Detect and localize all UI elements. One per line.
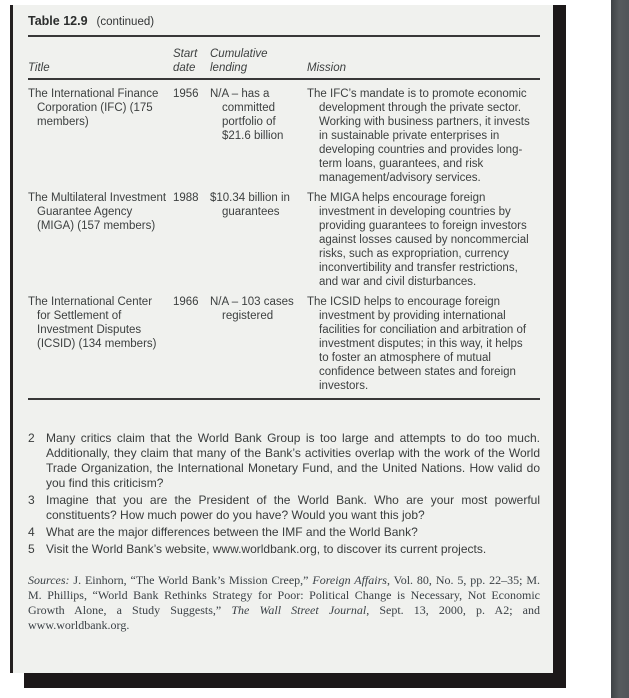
table-caption-note: (continued) xyxy=(96,16,155,28)
question-item xyxy=(28,542,540,557)
table-caption-label: Table 12.9 xyxy=(28,14,88,28)
cell-start-date: 1956 xyxy=(173,88,199,100)
question-text: What are the major differences between the IMF and the World Bank? xyxy=(46,525,418,539)
question-text: Imagine that you are the President of the World Bank. Who are your most powerful constituents? How much power do you have? Would you want this job? xyxy=(46,493,540,522)
sources-journal-name: The Wall Street Journal xyxy=(231,603,367,617)
cell-title: The International Finance Corporation (IFC) (175 members) xyxy=(28,88,159,128)
column-header-cumulative-lending: Cumulative lending xyxy=(210,48,268,74)
table-row xyxy=(28,295,540,393)
sources-label: Sources: xyxy=(28,573,70,587)
column-header-start-date: Start date xyxy=(173,48,198,74)
box-shadow-bottom xyxy=(24,673,566,688)
cell-start-date: 1966 xyxy=(173,296,199,308)
cell-cumulative-lending: N/A – has a committed portfolio of $21.6 billion xyxy=(210,88,284,142)
question-item xyxy=(28,431,540,491)
cell-cumulative-lending: N/A – 103 cases registered xyxy=(210,296,294,322)
page-edge-strip xyxy=(611,0,629,698)
column-header-title: Title xyxy=(28,62,50,74)
table-rule-bottom xyxy=(28,398,540,400)
question-number: 5 xyxy=(28,542,35,556)
table-body xyxy=(28,80,540,398)
table-row xyxy=(28,87,540,185)
question-number: 2 xyxy=(28,431,35,445)
table-box xyxy=(10,5,553,673)
table-row xyxy=(28,191,540,289)
question-item xyxy=(28,493,540,523)
sources-journal-name: Foreign Affairs xyxy=(312,573,387,587)
cell-mission: The ICSID helps to encourage foreign investment by providing international facilities for conciliation and arbitration of investment disputes; in this way, it helps to foster an atmosphere of mutual confidence between states and foreign investors. xyxy=(307,296,527,392)
question-text: Visit the World Bank’s website, www.worldbank.org, to discover its current projects. xyxy=(46,542,487,556)
column-header-mission: Mission xyxy=(307,62,346,74)
sources-text: J. Einhorn, “The World Bank’s Mission Creep,” xyxy=(69,573,313,587)
cell-mission: The MIGA helps encourage foreign investment in developing countries by providing guarantees to foreign investors against losses caused by noncommercial risks, such as expropriation, currency inconvertibility and transfer restrictions, and war and civil disturbances. xyxy=(307,192,529,288)
sources-note xyxy=(28,573,540,633)
question-text: Many critics claim that the World Bank Group is too large and attempts to do too much. Additionally, they claim that many of the Bank’s activities overlap with the work of the World Trade Organization, the International Monetary Fund, and the United Nations. How valid do you find this criticism? xyxy=(46,431,540,490)
box-shadow-right xyxy=(553,5,566,688)
sources-text: , Vol. 80, No. 5, pp. 22–35; M. M. Phillips, “World Bank Rethinks Strategy for Poor: Political Change is Necessary, Not Economic Growth Alone, a Study Suggests,” xyxy=(28,573,541,617)
cell-title: The Multilateral Investment Guarantee Agency (MIGA) (157 members) xyxy=(28,192,167,232)
table-caption xyxy=(28,13,540,30)
cell-cumulative-lending: $10.34 billion in guarantees xyxy=(210,192,290,218)
discussion-questions xyxy=(28,431,540,557)
cell-start-date: 1988 xyxy=(173,192,199,204)
question-number: 3 xyxy=(28,493,35,507)
question-item xyxy=(28,525,540,540)
sources-text: , Sept. 13, 2000, p. A2; and www.worldbank.org. xyxy=(28,603,540,632)
table-rule-top xyxy=(28,35,540,37)
question-number: 4 xyxy=(28,525,35,539)
cell-title: The International Center for Settlement of Investment Disputes (ICSID) (134 members) xyxy=(28,296,157,350)
cell-mission: The IFC’s mandate is to promote economic development through the private sector. Working with business partners, it invests in sustainable private enterprises in developing countries and provides long-term loans, guarantees, and risk management/advisory services. xyxy=(307,88,530,184)
table-header-row xyxy=(28,39,540,78)
